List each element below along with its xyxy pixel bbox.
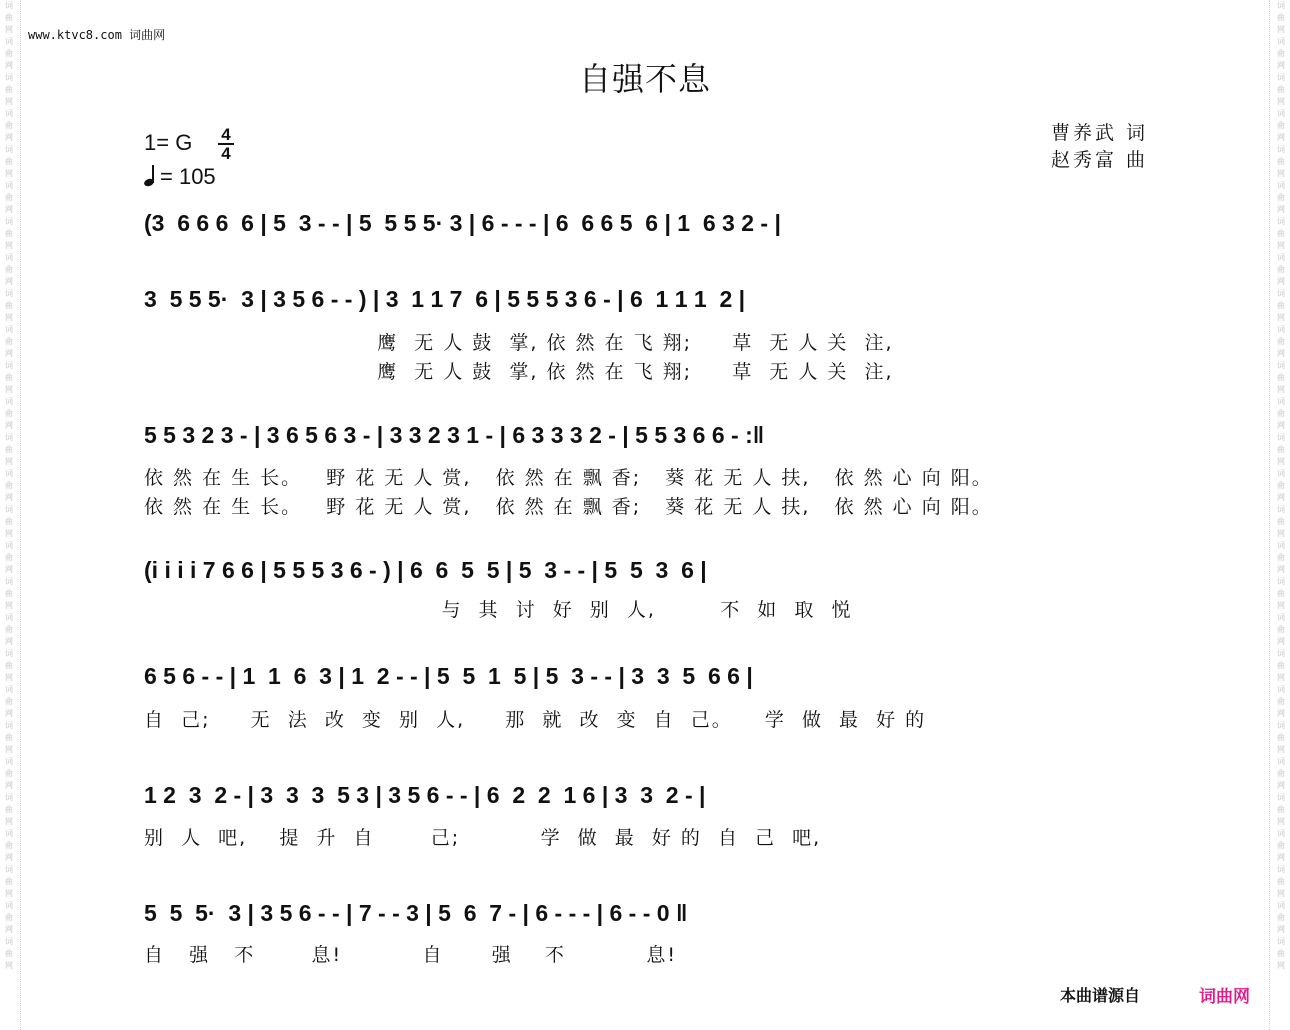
left-watermark: 词曲网词曲网词曲网词曲网词曲网词曲网词曲网词曲网词曲网词曲网词曲网词曲网词曲网词曲网词曲网词曲网词曲网词曲网词曲网词曲网词曲网词曲网词曲网词曲网词曲网词曲网词曲网 [5,1,13,970]
score-line-1-notes: (3 6 6 6 6 | 5 3 - - | 5 5 5 5· 3 | 6 - - - | 6 6 6 5 6 | 1 6 3 2 - | [144,210,781,236]
score-line-3-lyrics-2: 依 然 在 生 长。 野 花 无 人 赏, 依 然 在 飘 香; 葵 花 无 人 扶, 依 然 心 向 阳。 [144,496,993,518]
score-line-7-lyrics-1: 自 强 不 息! 自 强 不 息! [144,944,677,966]
brand-link[interactable]: 词曲网 [1199,987,1250,1007]
right-watermark: 词曲网词曲网词曲网词曲网词曲网词曲网词曲网词曲网词曲网词曲网词曲网词曲网词曲网词曲网词曲网词曲网词曲网词曲网词曲网词曲网词曲网词曲网词曲网词曲网词曲网词曲网词曲网 [1277,1,1285,970]
left-margin-line [20,0,21,1030]
score-line-2-notes: 3 5 5 5· 3 | 3 5 6 - - ) | 3 1 1 7 6 | 5 5 5 3 6 - | 6 1 1 1 2 | [144,286,746,312]
score-line-2-lyrics-2: 鹰 无 人 鼓 掌, 依 然 在 飞 翔; 草 无 人 关 注, [144,361,894,383]
score-line-3-notes: 5 5 3 2 3 - | 3 6 5 6 3 - | 3 3 2 3 1 - | 6 3 3 3 2 - | 5 5 3 6 6 - :‖ [144,422,765,448]
site-label: www.ktvc8.com 词曲网 [28,28,166,42]
score-line-4-notes: (i i i i 7 6 6 | 5 5 5 3 6 - ) | 6 6 5 5 | 5 3 - - | 5 5 3 6 | [144,557,707,583]
score-line-5-notes: 6 5 6 - - | 1 1 6 3 | 1 2 - - | 5 5 1 5 | 5 3 - - | 3 3 5 6 6 | [144,663,753,689]
right-margin-line [1269,0,1270,1030]
song-title: 自强不息 [578,60,711,98]
tempo-value: = 105 [160,164,216,189]
score-line-3-lyrics-1: 依 然 在 生 长。 野 花 无 人 赏, 依 然 在 飘 香; 葵 花 无 人 扶, 依 然 心 向 阳。 [144,467,993,489]
score-line-4-lyrics-1: 与 其 讨 好 别 人, 不 如 取 悦 [144,599,853,621]
score-line-2-lyrics-1: 鹰 无 人 鼓 掌, 依 然 在 飞 翔; 草 无 人 关 注, [144,332,894,354]
time-signature-bottom: 4 [221,144,231,163]
score-line-5-lyrics-1: 自 己; 无 法 改 变 别 人, 那 就 改 变 自 己。 学 做 最 好 的 [144,709,927,731]
time-signature-top: 4 [221,125,231,144]
quarter-note-icon [144,168,156,186]
score-line-6-notes: 1 2 3 2 - | 3 3 3 5 3 | 3 5 6 - - | 6 2 2 1 6 | 3 3 2 - | [144,782,706,808]
time-signature [216,126,236,162]
key-signature: 1= G [144,130,193,155]
score-line-7-notes: 5 5 5· 3 | 3 5 6 - - | 7 - - 3 | 5 6 7 - | 6 - - - | 6 - - 0 ‖ [144,900,688,926]
source-label: 本曲谱源自 [1059,986,1140,1005]
composer-credit: 赵秀富 曲 [1050,149,1148,171]
score-line-6-lyrics-1: 别 人 吧, 提 升 自 己; 学 做 最 好 的 自 己 吧, [144,827,822,849]
tempo-marking [144,164,216,190]
lyricist-credit: 曹养武 词 [1050,122,1148,144]
